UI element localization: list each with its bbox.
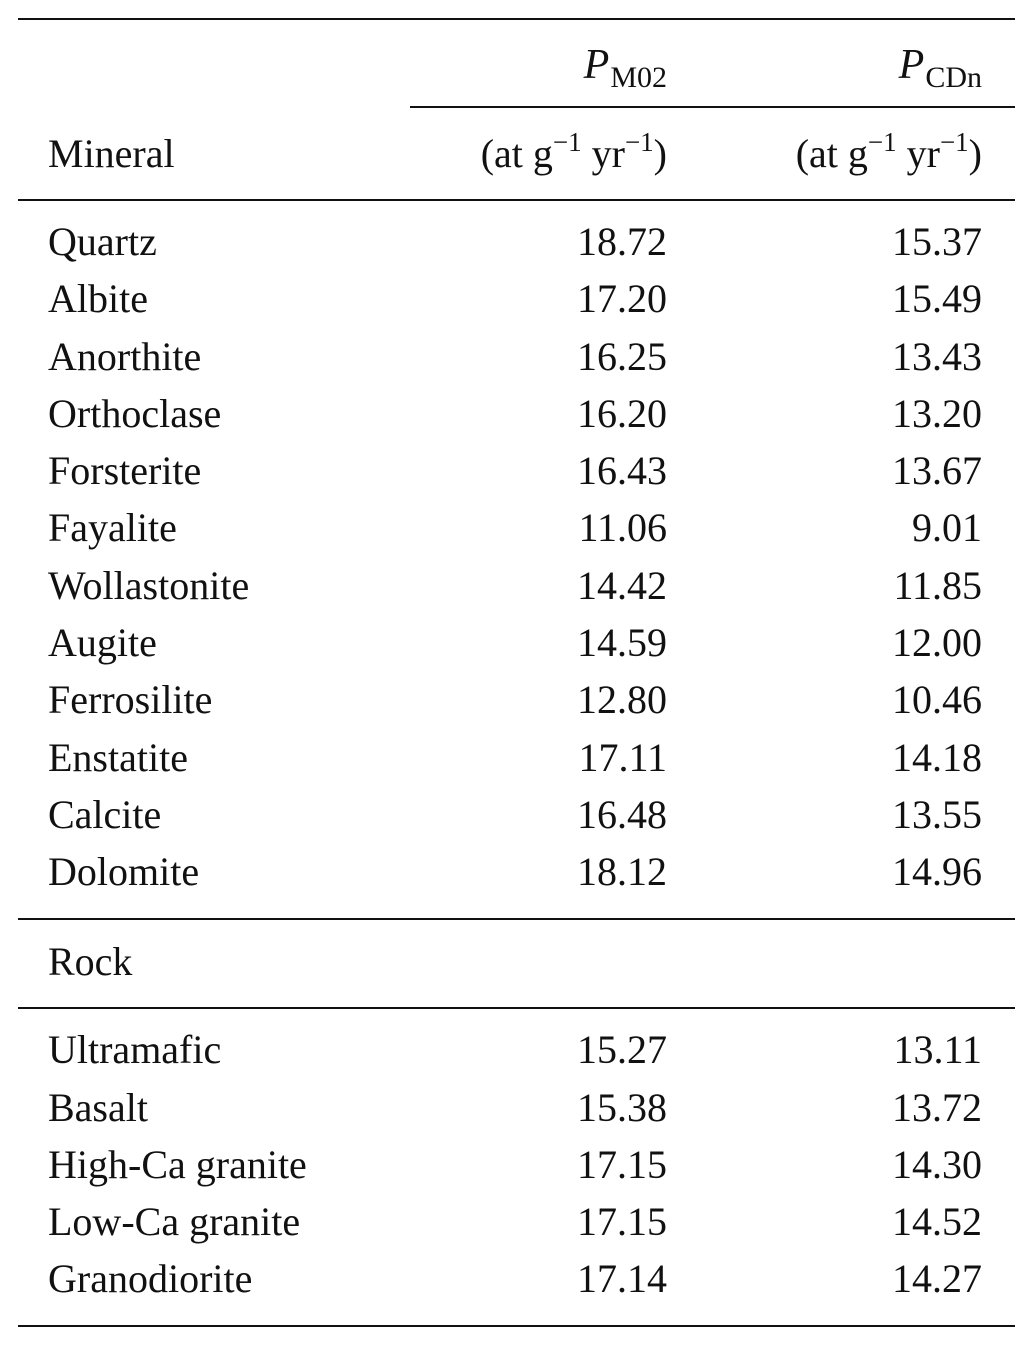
mineral-pm02: 14.59 <box>577 620 667 665</box>
pcdn-subscript: CDn <box>925 61 982 94</box>
rock-pcdn: 14.30 <box>892 1142 982 1187</box>
mineral-name: Anorthite <box>48 334 202 379</box>
header-bottom-rule <box>18 199 1015 201</box>
rock-pm02: 17.15 <box>577 1199 667 1244</box>
mineral-name: Augite <box>48 620 157 665</box>
mineral-pm02: 16.25 <box>577 334 667 379</box>
mineral-name: Calcite <box>48 792 162 837</box>
unit-label-pcdn: (at $g^{-1}$ $yr^{-1}$) <box>795 127 982 176</box>
mineral-name: Quartz <box>48 219 157 264</box>
rock-pm02: 15.27 <box>577 1027 667 1072</box>
col-header-pcdn <box>898 42 982 94</box>
section-rule-top <box>18 918 1015 920</box>
pm02-subscript: M02 <box>610 61 667 94</box>
mineral-pm02: 18.72 <box>577 219 667 264</box>
rock-pm02: 15.38 <box>577 1085 667 1130</box>
mineral-pcdn: 13.55 <box>892 792 982 837</box>
rock-name: Low-Ca granite <box>48 1199 301 1244</box>
mineral-pcdn: 13.67 <box>892 448 982 493</box>
mineral-pcdn: 14.18 <box>892 735 982 780</box>
rock-pcdn: 14.52 <box>892 1199 982 1244</box>
mineral-name: Ferrosilite <box>48 677 213 722</box>
rock-name: High-Ca granite <box>48 1142 307 1187</box>
mineral-pm02: 11.06 <box>578 505 667 550</box>
mineral-pm02: 16.48 <box>577 792 667 837</box>
col-header-pm02 <box>583 42 667 94</box>
pm02-symbol: P <box>583 42 610 88</box>
unit-label-pm02: (at $g^{-1}$ $yr^{-1}$) <box>480 127 667 176</box>
mineral-name: Forsterite <box>48 448 202 493</box>
pcdn-symbol: P <box>898 42 925 88</box>
mineral-pcdn: 15.37 <box>892 219 982 264</box>
mineral-pcdn: 15.49 <box>892 276 982 321</box>
mineral-name: Orthoclase <box>48 391 222 436</box>
rock-pcdn: 13.72 <box>892 1085 982 1130</box>
mineral-pm02: 16.20 <box>577 391 667 436</box>
rock-name: Granodiorite <box>48 1256 253 1301</box>
rock-pcdn: 13.11 <box>893 1027 982 1072</box>
mineral-name: Wollastonite <box>48 563 250 608</box>
mineral-pm02: 17.20 <box>577 276 667 321</box>
mineral-pcdn: 14.96 <box>892 849 982 894</box>
rock-name: Ultramafic <box>48 1027 222 1072</box>
section-rule-bottom <box>18 1007 1015 1009</box>
top-rule <box>18 18 1015 20</box>
mineral-pm02: 17.11 <box>578 735 667 780</box>
rock-section-label: Rock <box>48 939 133 984</box>
mineral-pm02: 12.80 <box>577 677 667 722</box>
mineral-name: Albite <box>48 276 148 321</box>
bottom-rule <box>18 1325 1015 1327</box>
mineral-pcdn: 9.01 <box>912 505 982 550</box>
mineral-pm02: 18.12 <box>577 849 667 894</box>
mineral-pcdn: 13.43 <box>892 334 982 379</box>
rock-name: Basalt <box>48 1085 148 1130</box>
row-label-header: Mineral <box>48 131 175 176</box>
mineral-name: Fayalite <box>48 505 177 550</box>
mineral-pcdn: 13.20 <box>892 391 982 436</box>
mineral-name: Enstatite <box>48 735 188 780</box>
mineral-pm02: 16.43 <box>577 448 667 493</box>
mineral-pm02: 14.42 <box>577 563 667 608</box>
mineral-pcdn: 10.46 <box>892 677 982 722</box>
rock-pm02: 17.15 <box>577 1142 667 1187</box>
header-mid-rule <box>410 106 1015 108</box>
mineral-pcdn: 12.00 <box>892 620 982 665</box>
mineral-name: Dolomite <box>48 849 200 894</box>
mineral-pcdn: 11.85 <box>893 563 982 608</box>
rock-pm02: 17.14 <box>577 1256 667 1301</box>
rock-pcdn: 14.27 <box>892 1256 982 1301</box>
